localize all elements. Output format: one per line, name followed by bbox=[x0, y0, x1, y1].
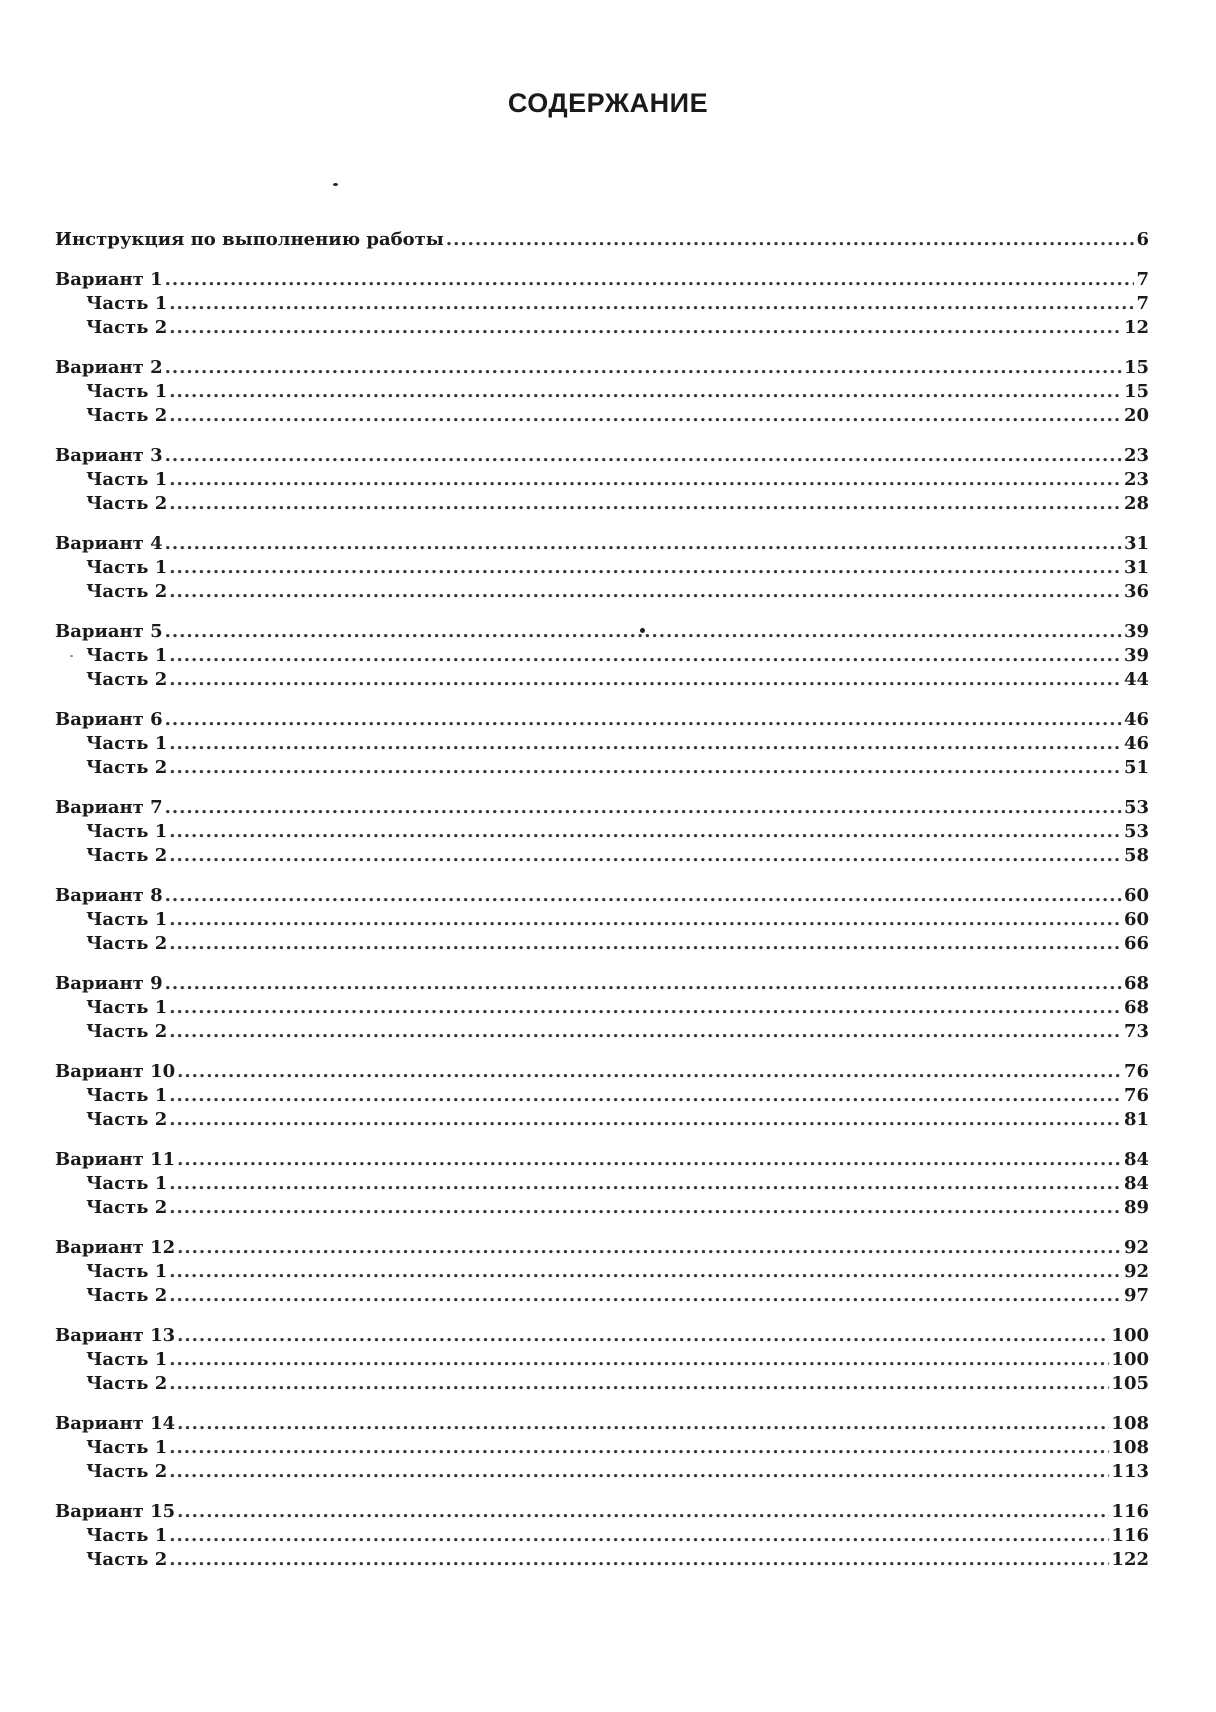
toc-entry-page: 116 bbox=[1111, 1501, 1149, 1522]
toc-entry-part[interactable] bbox=[55, 1524, 1149, 1548]
toc-entry-label: Часть 2 bbox=[86, 933, 168, 954]
toc-entry-variant[interactable] bbox=[55, 620, 1149, 644]
toc-entry-page: 60 bbox=[1123, 909, 1149, 930]
dot-leader bbox=[169, 1084, 1122, 1108]
dot-leader bbox=[169, 1460, 1109, 1484]
toc-entry-variant[interactable] bbox=[55, 268, 1149, 292]
toc-entry-page: 66 bbox=[1123, 933, 1149, 954]
toc-group-variant-13 bbox=[55, 1324, 1149, 1396]
toc-entry-page: 113 bbox=[1111, 1461, 1149, 1482]
toc-entry-label: Вариант 4 bbox=[55, 533, 163, 554]
toc-entry-part[interactable] bbox=[55, 1108, 1149, 1132]
toc-entry-part[interactable] bbox=[55, 844, 1149, 868]
dot-leader bbox=[446, 228, 1135, 252]
toc-entry-page: 46 bbox=[1123, 709, 1149, 730]
toc-group-variant-4 bbox=[55, 532, 1149, 604]
toc-group-variant-8 bbox=[55, 884, 1149, 956]
dot-leader bbox=[169, 1436, 1109, 1460]
toc-entry-label: Вариант 10 bbox=[55, 1061, 176, 1082]
toc-entry-part[interactable] bbox=[55, 668, 1149, 692]
toc-entry-page: 92 bbox=[1123, 1237, 1149, 1258]
dot-leader bbox=[169, 1260, 1122, 1284]
toc-entry-part[interactable] bbox=[55, 1284, 1149, 1308]
toc-entry-page: 100 bbox=[1111, 1325, 1149, 1346]
toc-entry-part[interactable] bbox=[55, 1020, 1149, 1044]
toc-entry-variant[interactable] bbox=[55, 1324, 1149, 1348]
toc-entry-part[interactable] bbox=[55, 292, 1149, 316]
dot-leader bbox=[177, 1500, 1109, 1524]
toc-entry-variant[interactable] bbox=[55, 1148, 1149, 1172]
toc-entry-label: Вариант 8 bbox=[55, 885, 163, 906]
toc-entry-label: Часть 2 bbox=[86, 1197, 168, 1218]
dot-leader bbox=[169, 1548, 1109, 1572]
toc-entry-page: 81 bbox=[1123, 1109, 1149, 1130]
toc-entry-label: Часть 2 bbox=[86, 1021, 168, 1042]
toc-group-variant-3 bbox=[55, 444, 1149, 516]
dot-leader bbox=[169, 844, 1122, 868]
dot-leader bbox=[165, 356, 1122, 380]
toc-entry-label: Вариант 1 bbox=[55, 269, 163, 290]
toc-entry-page: 89 bbox=[1123, 1197, 1149, 1218]
toc-entry-page: 7 bbox=[1136, 269, 1149, 290]
dot-leader bbox=[169, 556, 1122, 580]
toc-entry-part[interactable] bbox=[55, 1084, 1149, 1108]
dot-leader bbox=[169, 644, 1122, 668]
dot-leader bbox=[169, 380, 1122, 404]
toc-entry-part[interactable] bbox=[55, 996, 1149, 1020]
toc-entry-label: Вариант 5 bbox=[55, 621, 163, 642]
dot-leader bbox=[169, 316, 1122, 340]
toc-entry-page: 68 bbox=[1123, 973, 1149, 994]
toc-entry-label: Вариант 6 bbox=[55, 709, 163, 730]
toc-group-variant-7 bbox=[55, 796, 1149, 868]
toc-entry-page: 108 bbox=[1111, 1413, 1149, 1434]
toc-entry-page: 36 bbox=[1123, 581, 1149, 602]
toc-entry-part[interactable] bbox=[55, 580, 1149, 604]
toc-group-variant-10 bbox=[55, 1060, 1149, 1132]
toc-entry-part[interactable] bbox=[55, 644, 1149, 668]
toc-entry-label: Часть 2 bbox=[86, 1109, 168, 1130]
toc-entry-page: 97 bbox=[1123, 1285, 1149, 1306]
toc-entry-label: Часть 1 bbox=[86, 469, 168, 490]
toc-entry-label: Часть 1 bbox=[86, 645, 168, 666]
toc-entry-label: Часть 1 bbox=[86, 293, 168, 314]
toc-entry-page: 84 bbox=[1123, 1173, 1149, 1194]
toc-entry-label: Часть 1 bbox=[86, 1349, 168, 1370]
toc-entry-label: Часть 1 bbox=[86, 1525, 168, 1546]
toc-entry-label: Часть 1 bbox=[86, 997, 168, 1018]
toc-entry-label: Часть 1 bbox=[86, 557, 168, 578]
dot-leader bbox=[169, 932, 1122, 956]
toc-entry-label: Вариант 13 bbox=[55, 1325, 176, 1346]
toc-entry-label: Часть 2 bbox=[86, 1285, 168, 1306]
toc-group-variant-12 bbox=[55, 1236, 1149, 1308]
toc-entry-part[interactable] bbox=[55, 556, 1149, 580]
toc-entry-page: 39 bbox=[1123, 621, 1149, 642]
toc-entry-page: 105 bbox=[1111, 1373, 1149, 1394]
toc-entry-label: Часть 2 bbox=[86, 845, 168, 866]
toc-entry-label: Часть 1 bbox=[86, 1261, 168, 1282]
toc-entry-page: 23 bbox=[1123, 469, 1149, 490]
toc-entry-page: 58 bbox=[1123, 845, 1149, 866]
dot-leader bbox=[169, 292, 1134, 316]
toc-group-variant-1 bbox=[55, 268, 1149, 340]
toc-entry-part[interactable] bbox=[55, 1260, 1149, 1284]
dot-leader bbox=[165, 532, 1122, 556]
toc-entry-page: 116 bbox=[1111, 1525, 1149, 1546]
toc-entry-label: Часть 2 bbox=[86, 493, 168, 514]
toc-group-variant-15 bbox=[55, 1500, 1149, 1572]
toc-group-variant-11 bbox=[55, 1148, 1149, 1220]
toc-entry-label: Часть 1 bbox=[86, 381, 168, 402]
dot-leader bbox=[169, 756, 1122, 780]
toc-entry-page: 15 bbox=[1123, 381, 1149, 402]
toc-entry-label: Часть 2 bbox=[86, 669, 168, 690]
dot-leader bbox=[169, 1372, 1109, 1396]
toc-entry-page: 46 bbox=[1123, 733, 1149, 754]
toc-entry-label: Часть 1 bbox=[86, 821, 168, 842]
dot-leader bbox=[169, 492, 1122, 516]
toc-entry-page: 12 bbox=[1123, 317, 1149, 338]
dot-leader bbox=[169, 1020, 1122, 1044]
toc-entry-page: 23 bbox=[1123, 445, 1149, 466]
toc-entry-part[interactable] bbox=[55, 1372, 1149, 1396]
dot-leader bbox=[169, 996, 1122, 1020]
toc-entry-part[interactable] bbox=[55, 932, 1149, 956]
toc-entry-part[interactable] bbox=[55, 908, 1149, 932]
dot-leader bbox=[169, 1108, 1122, 1132]
dot-leader bbox=[169, 1196, 1122, 1220]
page-title: СОДЕРЖАНИЕ bbox=[507, 88, 709, 118]
toc-entry-part[interactable] bbox=[55, 732, 1149, 756]
toc-entry-label: Часть 2 bbox=[86, 317, 168, 338]
toc-entry-page: 31 bbox=[1123, 557, 1149, 578]
dot-leader bbox=[165, 268, 1135, 292]
dot-leader bbox=[177, 1412, 1109, 1436]
toc-entry-label: Часть 1 bbox=[86, 733, 168, 754]
toc-entry-part[interactable] bbox=[55, 1196, 1149, 1220]
toc-entry-page: 39 bbox=[1123, 645, 1149, 666]
dot-leader bbox=[169, 1524, 1109, 1548]
toc-entry-variant[interactable] bbox=[55, 972, 1149, 996]
toc-group-variant-14 bbox=[55, 1412, 1149, 1484]
table-of-contents bbox=[55, 228, 1149, 1588]
toc-entry-variant[interactable] bbox=[55, 1060, 1149, 1084]
toc-entry-page: 73 bbox=[1123, 1021, 1149, 1042]
toc-entry-variant[interactable] bbox=[55, 1236, 1149, 1260]
toc-entry-part[interactable] bbox=[55, 492, 1149, 516]
toc-group-variant-2 bbox=[55, 356, 1149, 428]
toc-entry-variant[interactable] bbox=[55, 1412, 1149, 1436]
toc-entry-page: 51 bbox=[1123, 757, 1149, 778]
dot-leader bbox=[169, 580, 1122, 604]
toc-group-variant-6 bbox=[55, 708, 1149, 780]
toc-entry-part[interactable] bbox=[55, 468, 1149, 492]
toc-entry-variant[interactable] bbox=[55, 444, 1149, 468]
toc-entry-part[interactable] bbox=[55, 316, 1149, 340]
toc-entry-page: 53 bbox=[1123, 821, 1149, 842]
dot-leader bbox=[169, 1284, 1122, 1308]
dot-leader bbox=[169, 1172, 1122, 1196]
toc-entry-variant[interactable] bbox=[55, 532, 1149, 556]
dot-leader bbox=[169, 468, 1122, 492]
toc-entry-label: Часть 2 bbox=[86, 405, 168, 426]
toc-entry-page: 28 bbox=[1123, 493, 1149, 514]
dot-leader bbox=[177, 1324, 1109, 1348]
toc-entry-page: 60 bbox=[1123, 885, 1149, 906]
dot-leader bbox=[165, 444, 1122, 468]
dot-leader bbox=[165, 884, 1122, 908]
toc-entry-part[interactable] bbox=[55, 1436, 1149, 1460]
dot-leader bbox=[177, 1148, 1122, 1172]
toc-entry-page: 76 bbox=[1123, 1061, 1149, 1082]
dot-leader bbox=[169, 404, 1122, 428]
toc-entry-part[interactable] bbox=[55, 380, 1149, 404]
toc-entry-page: 20 bbox=[1123, 405, 1149, 426]
toc-entry-page: 31 bbox=[1123, 533, 1149, 554]
toc-entry-label: Вариант 3 bbox=[55, 445, 163, 466]
toc-entry-instruction[interactable] bbox=[55, 228, 1149, 252]
toc-group-variant-5 bbox=[55, 620, 1149, 692]
toc-entry-label: Часть 2 bbox=[86, 1549, 168, 1570]
dot-leader bbox=[169, 668, 1122, 692]
dot-leader bbox=[169, 908, 1122, 932]
toc-entry-part[interactable] bbox=[55, 404, 1149, 428]
toc-entry-variant[interactable] bbox=[55, 1500, 1149, 1524]
toc-entry-label: Часть 1 bbox=[86, 1437, 168, 1458]
scan-speck bbox=[70, 655, 73, 657]
toc-entry-page: 15 bbox=[1123, 357, 1149, 378]
toc-entry-label: Вариант 7 bbox=[55, 797, 163, 818]
toc-entry-variant[interactable] bbox=[55, 708, 1149, 732]
toc-entry-page: 6 bbox=[1136, 229, 1149, 250]
scan-speck bbox=[640, 628, 645, 633]
dot-leader bbox=[177, 1060, 1122, 1084]
toc-entry-label: Часть 1 bbox=[86, 1085, 168, 1106]
toc-entry-page: 100 bbox=[1111, 1349, 1149, 1370]
toc-entry-page: 122 bbox=[1111, 1549, 1149, 1570]
dot-leader bbox=[165, 972, 1122, 996]
toc-entry-page: 53 bbox=[1123, 797, 1149, 818]
toc-entry-page: 76 bbox=[1123, 1085, 1149, 1106]
toc-entry-label: Вариант 11 bbox=[55, 1149, 176, 1170]
toc-entry-label: Часть 1 bbox=[86, 1173, 168, 1194]
toc-entry-part[interactable] bbox=[55, 1548, 1149, 1572]
toc-entry-label: Вариант 15 bbox=[55, 1501, 176, 1522]
toc-entry-label: Часть 2 bbox=[86, 581, 168, 602]
toc-entry-label: Вариант 14 bbox=[55, 1413, 176, 1434]
toc-entry-label: Вариант 2 bbox=[55, 357, 163, 378]
toc-group-variant-9 bbox=[55, 972, 1149, 1044]
toc-entry-page: 92 bbox=[1123, 1261, 1149, 1282]
dot-leader bbox=[169, 1348, 1109, 1372]
toc-entry-label: Вариант 9 bbox=[55, 973, 163, 994]
toc-entry-variant[interactable] bbox=[55, 356, 1149, 380]
toc-entry-variant[interactable] bbox=[55, 796, 1149, 820]
toc-entry-label: Часть 2 bbox=[86, 1461, 168, 1482]
toc-entry-part[interactable] bbox=[55, 820, 1149, 844]
toc-entry-variant[interactable] bbox=[55, 884, 1149, 908]
toc-entry-part[interactable] bbox=[55, 1172, 1149, 1196]
toc-entry-label: Часть 2 bbox=[86, 1373, 168, 1394]
dot-leader bbox=[165, 708, 1122, 732]
toc-entry-part[interactable] bbox=[55, 1348, 1149, 1372]
toc-entry-page: 44 bbox=[1123, 669, 1149, 690]
toc-entry-page: 68 bbox=[1123, 997, 1149, 1018]
dot-leader bbox=[165, 796, 1122, 820]
toc-entry-label: Вариант 12 bbox=[55, 1237, 176, 1258]
scan-speck bbox=[333, 183, 338, 186]
dot-leader bbox=[169, 732, 1122, 756]
toc-entry-part[interactable] bbox=[55, 1460, 1149, 1484]
toc-entry-label: Инструкция по выполнению работы bbox=[55, 229, 444, 250]
dot-leader bbox=[169, 820, 1122, 844]
toc-entry-page: 84 bbox=[1123, 1149, 1149, 1170]
toc-entry-label: Часть 1 bbox=[86, 909, 168, 930]
toc-entry-page: 108 bbox=[1111, 1437, 1149, 1458]
toc-entry-page: 7 bbox=[1136, 293, 1149, 314]
toc-entry-part[interactable] bbox=[55, 756, 1149, 780]
dot-leader bbox=[177, 1236, 1122, 1260]
toc-entry-label: Часть 2 bbox=[86, 757, 168, 778]
